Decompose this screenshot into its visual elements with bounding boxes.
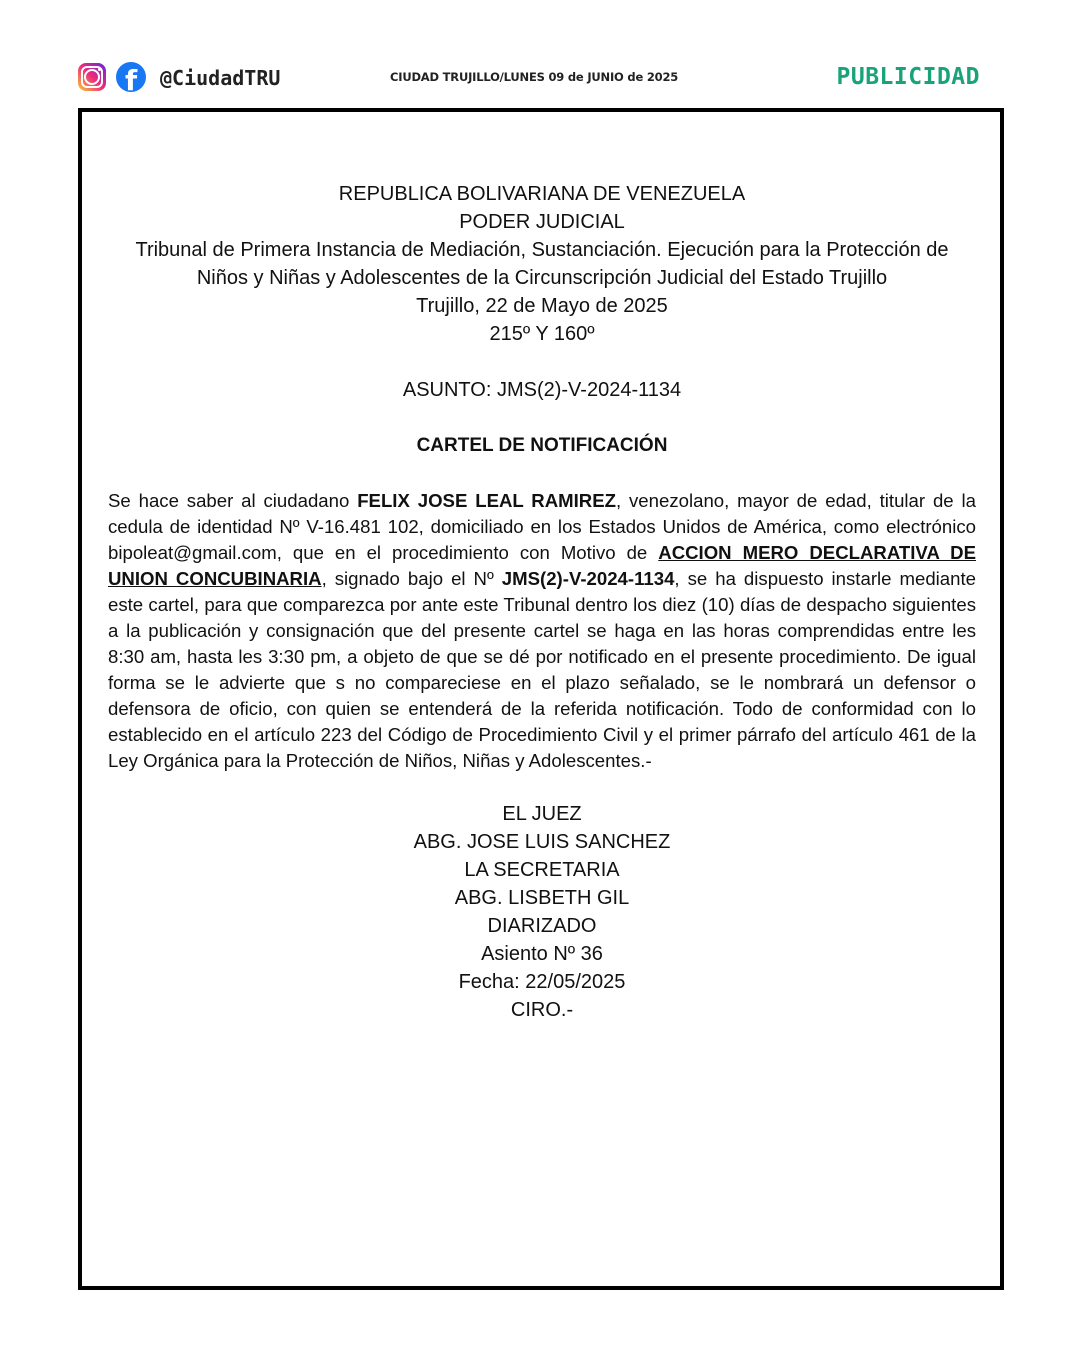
signature-block — [108, 800, 976, 1024]
signature-line: ABG. LISBETH GIL — [454, 887, 630, 909]
heading-line-date: Trujillo, 22 de Mayo de 2025 — [416, 295, 668, 317]
signature-line: CIRO.- — [510, 999, 574, 1021]
notice-subject: ASUNTO: JMS(2)-V-2024-1134 — [402, 379, 682, 401]
publication-dateline: CIUDAD TRUJILLO/LUNES 09 de JUNIO de 2025 — [390, 70, 679, 84]
case-motive: ACCION MERO DECLARATIVA DE UNION CONCUBINARIA — [108, 542, 977, 589]
signature-line: EL JUEZ — [502, 803, 582, 825]
page-header — [0, 0, 1080, 108]
body-text-part: , venezolano, mayor de edad, titular de la cedula de identidad Nº V-16.481 102, domiciliado en los Estados Unidos de América, como electrónico bipoleat@gmail.com, que en el procedimiento con Motivo de — [108, 490, 976, 563]
notice-box — [78, 108, 1004, 1290]
heading-line-judicial-power: PODER JUDICIAL — [459, 211, 625, 233]
notified-person-name: FELIX JOSE LEAL RAMIREZ — [357, 490, 616, 511]
instagram-icon[interactable] — [78, 63, 106, 91]
heading-line-republic: REPUBLICA BOLIVARIANA DE VENEZUELA — [338, 183, 746, 205]
body-text-part: , se ha dispuesto instarle mediante este cartel, para que comparezca por ante este Tribunal dentro los diez (10) días de despacho siguientes a la publicación y consignación que del presente cartel se haga en las horas comprendidas entre les 8:30 am, hasta les 3:30 pm, a objeto de que se dé por notificado en el presente procedimiento. De igual forma se le advierte que s no compareciese en el plazo señalado, se le nombrará un defensor o defensora de oficio, con quien se entenderá de la referida notificación. Todo de conformidad con lo establecido en el artículo 223 del Código de Procedimiento Civil y el primer párrafo del artículo 461 de la Ley Orgánica para la Protección de Niños, Niñas y Adolescentes.- — [108, 568, 976, 771]
body-text-part: , signado bajo el Nº — [321, 568, 502, 589]
case-number: JMS(2)-V-2024-1134 — [501, 568, 675, 589]
notice-title: CARTEL DE NOTIFICACIÓN — [416, 435, 668, 456]
signature-line: Fecha: 22/05/2025 — [458, 971, 626, 993]
signature-line: DIARIZADO — [487, 915, 597, 937]
facebook-icon[interactable]: f — [116, 62, 146, 92]
heading-line-years: 215º Y 160º — [489, 323, 595, 345]
signature-line: LA SECRETARIA — [464, 859, 620, 881]
signature-line: Asiento Nº 36 — [481, 943, 603, 965]
signature-line: ABG. JOSE LUIS SANCHEZ — [413, 831, 671, 853]
notice-content — [108, 180, 976, 1024]
heading-line-tribunal: Tribunal de Primera Instancia de Mediación, Sustanciación. Ejecución para la Protección de Niños y Niñas y Adolescentes de la Circunscripción Judicial del Estado Trujillo — [135, 239, 949, 289]
notice-body — [108, 488, 976, 774]
body-text-part: Se hace saber al ciudadano — [108, 490, 358, 511]
social-handle[interactable]: @CiudadTRU — [160, 66, 281, 90]
notice-heading — [108, 180, 976, 432]
section-label: PUBLICIDAD — [836, 64, 980, 90]
